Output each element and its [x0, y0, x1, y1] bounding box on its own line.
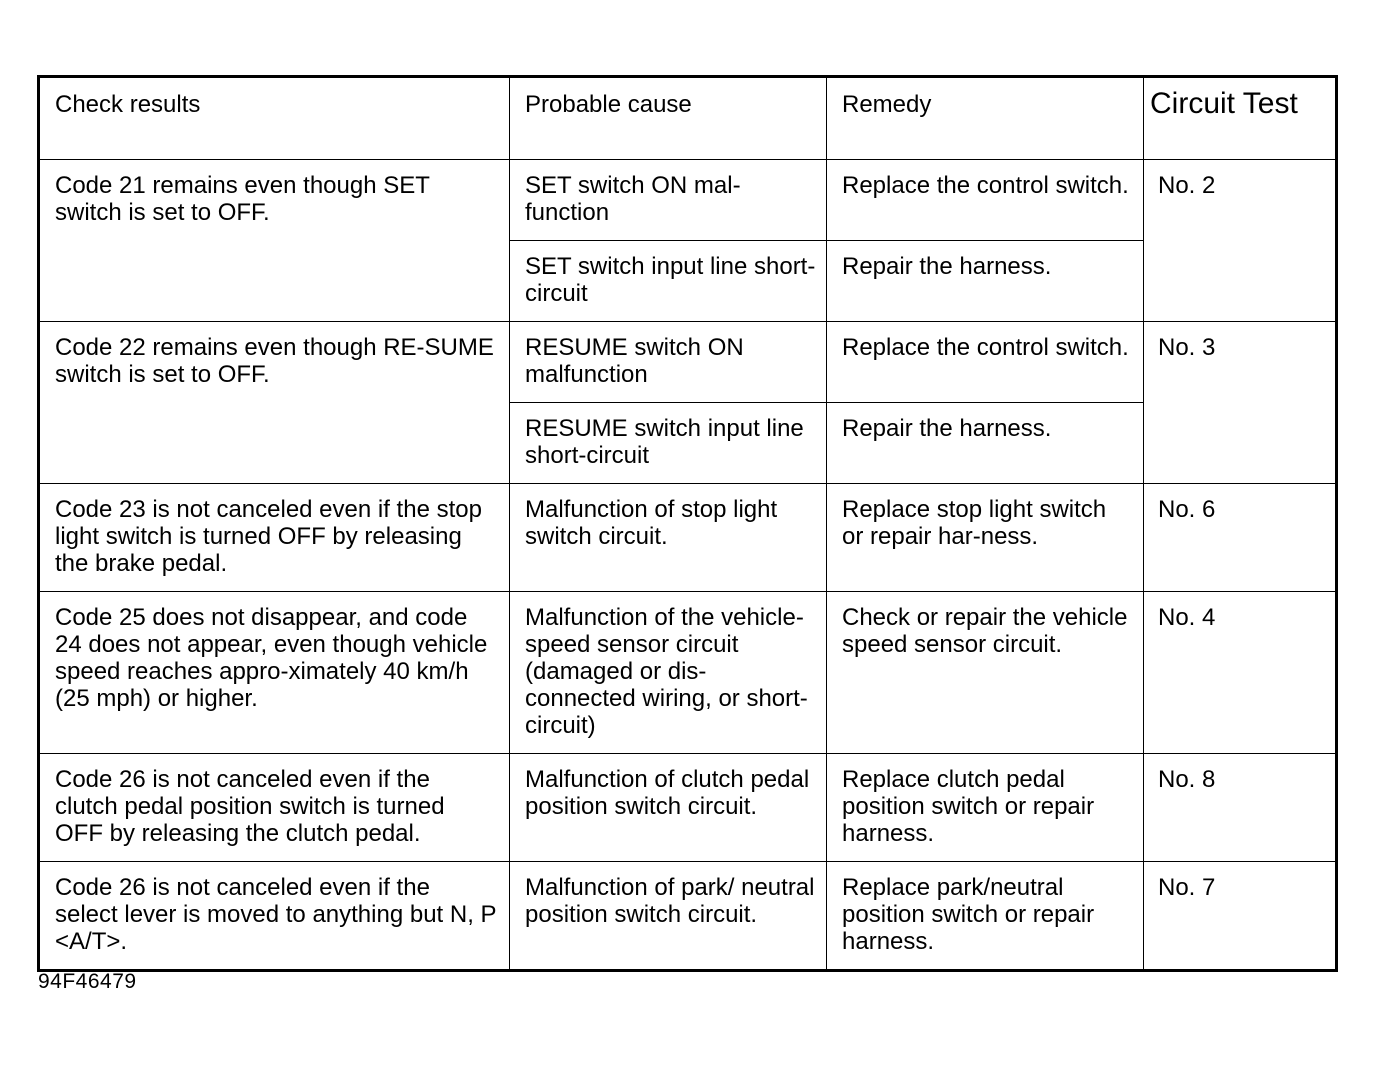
circuit-test-cell: No. 3: [1144, 322, 1337, 484]
probable-cause-cell: Malfunction of stop light switch circuit.: [510, 484, 827, 592]
probable-cause-cell: Malfunction of clutch pedal position switch circuit.: [510, 754, 827, 862]
probable-cause-cell: Malfunction of park/ neutral position switch circuit.: [510, 862, 827, 971]
table-row: [39, 322, 1337, 403]
check-result-cell: Code 26 is not canceled even if the select lever is moved to anything but N, P <A/T>.: [39, 862, 510, 971]
header-row: [39, 77, 1337, 160]
table-row: [39, 862, 1337, 971]
remedy-cell: Replace the control switch.: [827, 322, 1144, 403]
header-probable-cause: Probable cause: [510, 77, 827, 160]
table-row: [39, 592, 1337, 754]
circuit-test-cell: No. 4: [1144, 592, 1337, 754]
probable-cause-cell: SET switch ON mal-function: [510, 160, 827, 241]
circuit-test-cell: No. 8: [1144, 754, 1337, 862]
remedy-cell: Check or repair the vehicle speed sensor circuit.: [827, 592, 1144, 754]
remedy-cell: Repair the harness.: [827, 403, 1144, 484]
check-result-cell: Code 21 remains even though SET switch is set to OFF.: [39, 160, 510, 322]
table-row: [39, 484, 1337, 592]
figure-id: 94F46479: [38, 970, 137, 993]
circuit-test-cell: No. 6: [1144, 484, 1337, 592]
check-result-cell: Code 23 is not canceled even if the stop light switch is turned OFF by releasing the brake pedal.: [39, 484, 510, 592]
remedy-cell: Replace stop light switch or repair har-ness.: [827, 484, 1144, 592]
remedy-cell: Replace park/neutral position switch or repair harness.: [827, 862, 1144, 971]
circuit-test-cell: No. 2: [1144, 160, 1337, 322]
diagnosis-table: [37, 75, 1338, 972]
table-row: [39, 754, 1337, 862]
check-result-cell: Code 26 is not canceled even if the clutch pedal position switch is turned OFF by releasing the clutch pedal.: [39, 754, 510, 862]
probable-cause-cell: SET switch input line short-circuit: [510, 241, 827, 322]
circuit-test-cell: No. 7: [1144, 862, 1337, 971]
probable-cause-cell: RESUME switch input line short-circuit: [510, 403, 827, 484]
remedy-cell: Replace the control switch.: [827, 160, 1144, 241]
remedy-cell: Replace clutch pedal position switch or repair harness.: [827, 754, 1144, 862]
probable-cause-cell: Malfunction of the vehicle-speed sensor circuit (damaged or dis-connected wiring, or short-circuit): [510, 592, 827, 754]
header-circuit-test: Circuit Test: [1144, 77, 1337, 160]
header-check-results: Check results: [39, 77, 510, 160]
remedy-cell: Repair the harness.: [827, 241, 1144, 322]
header-remedy: Remedy: [827, 77, 1144, 160]
check-result-cell: Code 25 does not disappear, and code 24 does not appear, even though vehicle speed reaches appro-ximately 40 km/h (25 mph) or higher.: [39, 592, 510, 754]
table-row: [39, 160, 1337, 241]
check-result-cell: Code 22 remains even though RE-SUME switch is set to OFF.: [39, 322, 510, 484]
probable-cause-cell: RESUME switch ON malfunction: [510, 322, 827, 403]
